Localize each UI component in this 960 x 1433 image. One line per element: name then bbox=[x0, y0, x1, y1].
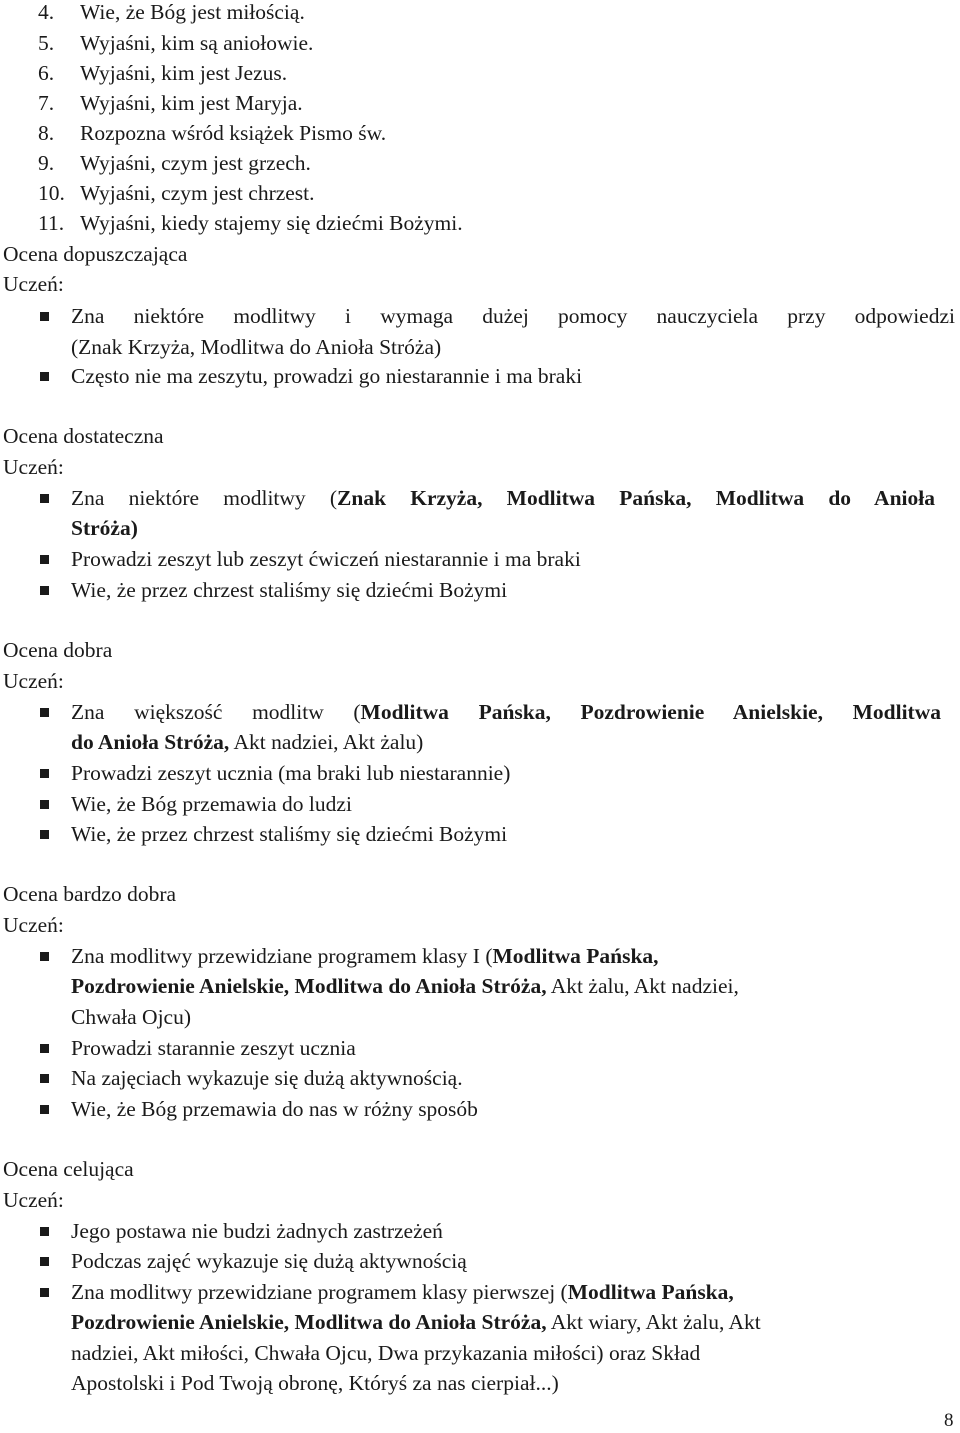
bullet-text: Zna modlitwy przewidziane programem klasy pierwszej (Modlitwa Pańska, bbox=[71, 1280, 734, 1304]
bullet-text-cont: Chwała Ojcu) bbox=[71, 1005, 192, 1029]
square-bullet-icon bbox=[40, 1105, 49, 1114]
bullet-text: Jego postawa nie budzi żadnych zastrzeżeń bbox=[71, 1219, 443, 1243]
section-heading: Ocena dopuszczająca bbox=[3, 242, 188, 266]
list-item: Wyjaśni, kim jest Maryja. bbox=[80, 91, 303, 115]
square-bullet-icon bbox=[40, 586, 49, 595]
bullet-text-cont: Apostolski i Pod Twoją obronę, Któryś za nas cierpiał...) bbox=[71, 1371, 559, 1395]
section-heading: Ocena dostateczna bbox=[3, 424, 164, 448]
bullet-text-cont: Pozdrowienie Anielskie, Modlitwa do Anioła Stróża, Akt wiary, Akt żalu, Akt bbox=[71, 1310, 761, 1334]
list-number: 11. bbox=[38, 211, 65, 235]
bullet-text: Zna większość modlitw (Modlitwa Pańska, Pozdrowienie Anielskie, Modlitwa bbox=[71, 700, 941, 724]
bullet-text: Prowadzi starannie zeszyt ucznia bbox=[71, 1036, 356, 1060]
list-number: 6. bbox=[38, 61, 55, 85]
bullet-text: Prowadzi zeszyt ucznia (ma braki lub niestarannie) bbox=[71, 761, 511, 785]
list-item: Rozpozna wśród książek Pismo św. bbox=[80, 121, 387, 145]
list-item: Wyjaśni, kiedy stajemy się dziećmi Bożymi. bbox=[80, 211, 463, 235]
bullet-text: Podczas zajęć wykazuje się dużą aktywnością bbox=[71, 1249, 467, 1273]
section-heading: Ocena celująca bbox=[3, 1157, 134, 1181]
bullet-text: Wie, że przez chrzest staliśmy się dziećmi Bożymi bbox=[71, 822, 508, 846]
page-number: 8 bbox=[944, 1410, 954, 1431]
section-heading: Ocena bardzo dobra bbox=[3, 882, 177, 906]
bullet-text-cont: nadziei, Akt miłości, Chwała Ojcu, Dwa przykazania miłości) oraz Skład bbox=[71, 1341, 701, 1365]
bullet-text-cont: do Anioła Stróża, Akt nadziei, Akt żalu) bbox=[71, 730, 424, 754]
bullet-text: Zna niektóre modlitwy i wymaga dużej pomocy nauczyciela przy odpowiedzi bbox=[71, 304, 955, 328]
list-item: Wie, że Bóg jest miłością. bbox=[80, 0, 305, 24]
list-number: 9. bbox=[38, 151, 55, 175]
square-bullet-icon bbox=[40, 312, 49, 321]
square-bullet-icon bbox=[40, 769, 49, 778]
list-number: 8. bbox=[38, 121, 55, 145]
section-heading: Ocena dobra bbox=[3, 638, 113, 662]
bullet-text: Często nie ma zeszytu, prowadzi go niestarannie i ma braki bbox=[71, 364, 583, 388]
bullet-text-cont: Pozdrowienie Anielskie, Modlitwa do Anioła Stróża, Akt żalu, Akt nadziei, bbox=[71, 974, 739, 998]
square-bullet-icon bbox=[40, 1288, 49, 1297]
bullet-text-cont: Stróża) bbox=[71, 516, 138, 540]
student-label: Uczeń: bbox=[3, 455, 64, 479]
student-label: Uczeń: bbox=[3, 272, 64, 296]
square-bullet-icon bbox=[40, 708, 49, 717]
bullet-text-cont: (Znak Krzyża, Modlitwa do Anioła Stróża) bbox=[71, 335, 442, 359]
list-item: Wyjaśni, kim są aniołowie. bbox=[80, 31, 314, 55]
list-item: Wyjaśni, czym jest grzech. bbox=[80, 151, 311, 175]
student-label: Uczeń: bbox=[3, 669, 64, 693]
bullet-text: Na zajęciach wykazuje się dużą aktywnością. bbox=[71, 1066, 463, 1090]
square-bullet-icon bbox=[40, 1074, 49, 1083]
list-number: 10. bbox=[38, 181, 65, 205]
square-bullet-icon bbox=[40, 1227, 49, 1236]
square-bullet-icon bbox=[40, 800, 49, 809]
list-item: Wyjaśni, kim jest Jezus. bbox=[80, 61, 288, 85]
square-bullet-icon bbox=[40, 830, 49, 839]
list-number: 7. bbox=[38, 91, 55, 115]
list-item: Wyjaśni, czym jest chrzest. bbox=[80, 181, 315, 205]
square-bullet-icon bbox=[40, 555, 49, 564]
bullet-text: Zna modlitwy przewidziane programem klasy I (Modlitwa Pańska, bbox=[71, 944, 659, 968]
list-number: 4. bbox=[38, 0, 55, 24]
square-bullet-icon bbox=[40, 494, 49, 503]
student-label: Uczeń: bbox=[3, 1188, 64, 1212]
square-bullet-icon bbox=[40, 1257, 49, 1266]
bullet-text: Wie, że przez chrzest staliśmy się dziećmi Bożymi bbox=[71, 578, 508, 602]
bullet-text: Zna niektóre modlitwy (Znak Krzyża, Modlitwa Pańska, Modlitwa do Anioła bbox=[71, 486, 935, 510]
student-label: Uczeń: bbox=[3, 913, 64, 937]
square-bullet-icon bbox=[40, 372, 49, 381]
square-bullet-icon bbox=[40, 952, 49, 961]
bullet-text: Prowadzi zeszyt lub zeszyt ćwiczeń niestarannie i ma braki bbox=[71, 547, 581, 571]
square-bullet-icon bbox=[40, 1044, 49, 1053]
bullet-text: Wie, że Bóg przemawia do nas w różny sposób bbox=[71, 1097, 478, 1121]
list-number: 5. bbox=[38, 31, 55, 55]
bullet-text: Wie, że Bóg przemawia do ludzi bbox=[71, 792, 352, 816]
